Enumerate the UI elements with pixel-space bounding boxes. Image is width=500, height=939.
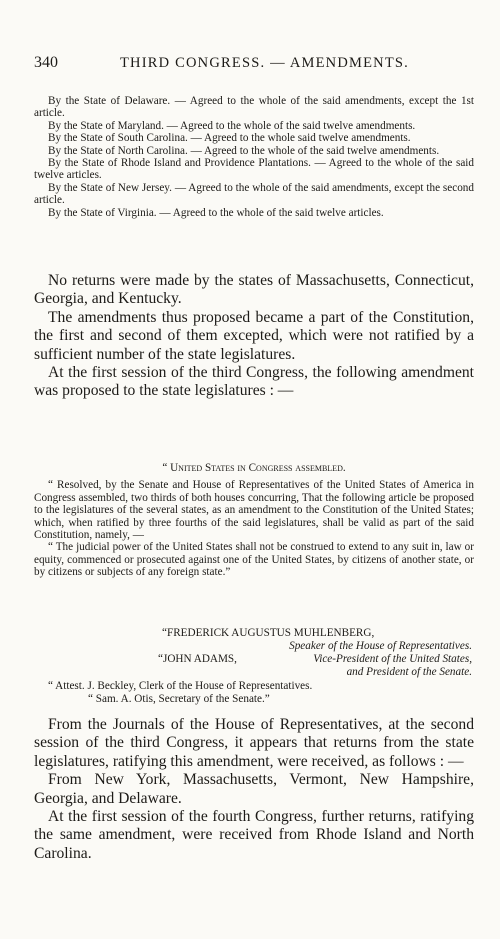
article-text: “ The judicial power of the United States shall not be construed to extend to any suit in, law or equity, commenced or prosecuted against one of the United States, by citizens of another state, or by citizens or subjects of any foreign state.” [34,541,474,579]
no-returns-paragraph: No returns were made by the states of Massachusetts, Connecticut, Georgia, and Kentucky. [34,272,474,308]
first-session-paragraph: At the first session of the third Congress, the following amendment was proposed to the state legislatures : — [34,364,474,400]
speaker-title: Speaker of the House of Representatives. [289,640,472,652]
ratification-rhode-island: By the State of Rhode Island and Providence Plantations. — Agreed to the whole of the said twelve articles. [34,157,474,182]
running-title: THIRD CONGRESS. — AMENDMENTS. [120,55,409,71]
state-ratifications [34,95,474,219]
ratification-virginia: By the State of Virginia. — Agreed to the whole of the said twelve articles. [48,206,384,219]
vice-president-title: Vice-President of the United States, [313,653,472,665]
attest-secretary: “ Sam. A. Otis, Secretary of the Senate.” [88,693,270,705]
ratification-new-jersey: By the State of New Jersey. — Agreed to the whole of the said amendments, except the second article. [34,181,474,207]
ratifying-states-paragraph: From New York, Massachusetts, Vermont, New Hampshire, Georgia, and Delaware. [34,771,474,807]
journals-paragraph: From the Journals of the House of Representatives, at the second session of the third Congress, it appears that returns from the state legislatures, ratifying this amendment, were received, as follows : — [34,716,474,770]
ratification-maryland: By the State of Maryland. — Agreed to the whole of the said twelve amendments. [48,119,416,132]
resolution-text: “ Resolved, by the Senate and House of Representatives of the United States of America in Congress assembled, two thirds of both houses concurring, That the following article be proposed to the legislatures of the several states, as an amendment to the Constitution of the United States; which, when ratified by three fourths of the said legislatures, shall be valid as part of the said Constitution, namely, — [34,479,474,542]
closing-paragraphs [34,716,474,863]
became-part-paragraph: The amendments thus proposed became a part of the Constitution, the first and second of them excepted, which were not ratified by a sufficient number of the state legislatures. [34,308,474,363]
page-header [34,54,468,74]
attest-clerk: “ Attest. J. Beckley, Clerk of the House of Representatives. [48,680,313,692]
senate-president-title: and President of the Senate. [346,666,472,678]
ratification-south-carolina: By the State of South Carolina. — Agreed to the whole said twelve amendments. [48,132,411,145]
page-number: 340 [34,54,58,71]
speaker-name: “FREDERICK AUGUSTUS MUHLENBERG, [162,627,375,639]
ratification-delaware: By the State of Delaware. — Agreed to the whole of the said amendments, except the 1st article. [34,95,474,120]
resolution-heading: “ United States in Congress assembled. [162,462,346,474]
resolution [34,462,474,579]
ratification-north-carolina: By the State of North Carolina. — Agreed to the whole of the said twelve amendments. [48,144,440,157]
fourth-congress-paragraph: At the first session of the fourth Congress, further returns, ratifying the same amendment, were received from Rhode Island and North Carolina. [34,808,474,862]
main-paragraphs [34,272,474,401]
vice-president-name: “JOHN ADAMS, [158,653,237,665]
